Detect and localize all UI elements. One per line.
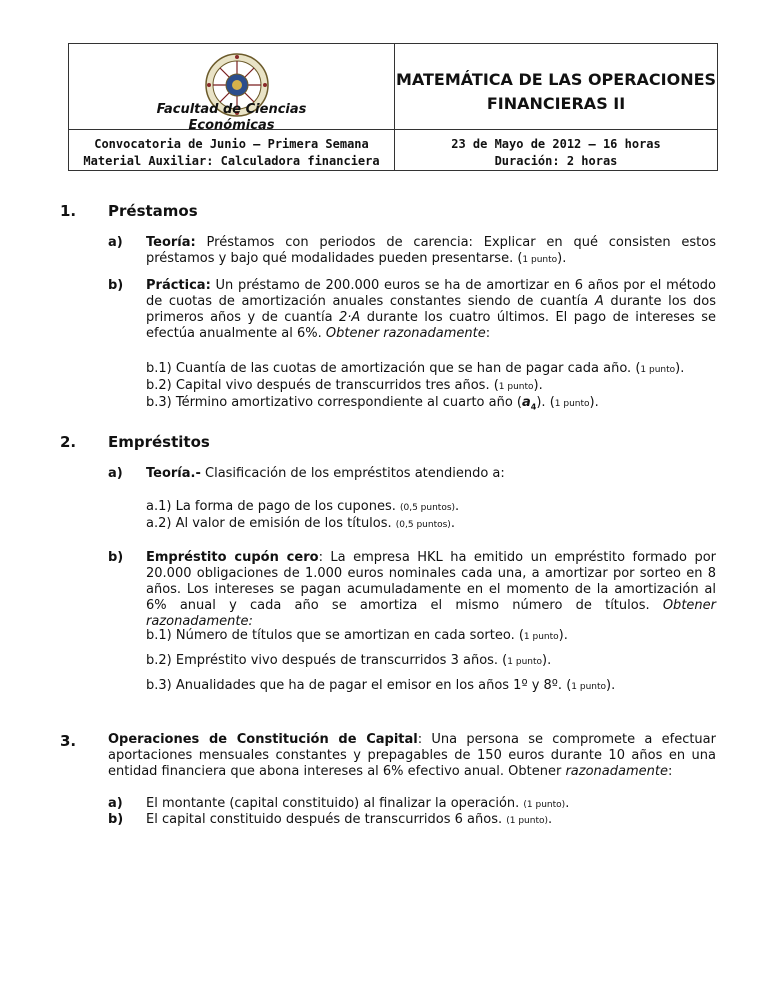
s2-a-question: Teoría.- Clasificación de los empréstitos atendiendo a: [146,466,505,481]
auxiliary-material: Material Auxiliar: Calculadora financiera [83,154,380,168]
s1-b2-item: b.2) Capital vivo después de transcurridos tres años. (1 punto). [146,378,543,393]
s1-b3-item: b.3) Término amortizativo correspondiente al cuarto año $(a_4)$. (1 punto). [146,395,599,412]
s2-b3-item: b.3) Anualidades que ha de pagar el emisor en los años 1º y 8º. (1 punto). [146,678,616,693]
s2-b-question: Empréstito cupón cero: La empresa HKL ha emitido un empréstito formado por 20.000 obligaciones de 1.000 euros nominales cada una, a amortizar por sorteo en 8 años. Los intereses se pagan acumuladamente en el momento de la amortización al 6% anual y cada año se amortiza el mismo número de títulos. Obtener razonadamente: [146,550,716,629]
faculty-line-2: Económicas [188,118,275,133]
s1-a-label: a) [108,235,123,250]
s3-a-label: a) [108,796,123,811]
faculty-name [69,102,394,134]
s3-b-item: El capital constituido después de transcurridos 6 años. (1 punto). [146,812,553,827]
s2-a2-item: a.2) Al valor de emisión de los títulos. (0,5 puntos). [146,516,455,531]
s2-a1-item: a.1) La forma de pago de los cupones. (0,5 puntos). [146,499,460,514]
s1-b-question: Práctica: Un préstamo de 200.000 euros se ha de amortizar en 6 años por el método de cuotas de amortización anuales constantes siendo de cuantía A durante los dos primeros años y de cuantía 2·A durante los cuatro últimos. El pago de intereses se efectúa anualmente al 6%. Obtener razonadamente: [146,278,716,341]
convocatoria: Convocatoria de Junio – Primera Semana [94,137,369,151]
course-title [395,68,717,116]
s2-a-label: a) [108,466,123,481]
faculty-line-1: Facultad de Ciencias [156,102,307,117]
exam-date: 23 de Mayo de 2012 – 16 horas [451,137,661,151]
course-title-line-2: FINANCIERAS II [486,94,626,113]
s2-b1-item: b.1) Número de títulos que se amortizan en cada sorteo. (1 punto). [146,628,568,643]
s1-a-question: Teoría: Préstamos con periodos de carencia: Explicar en qué consisten estos préstamos y bajo qué modalidades pueden presentarse. (1 punto). [146,235,716,266]
section-1-number: 1. [60,202,77,220]
s2-b-label: b) [108,550,124,565]
section-2-title: Empréstitos [108,433,210,451]
s2-b2-item: b.2) Empréstito vivo después de transcurridos 3 años. (1 punto). [146,653,552,668]
exam-session-info [69,136,394,170]
s1-b-label: b) [108,278,124,293]
exam-duration: Duración: 2 horas [494,154,618,168]
s1-b1-item: b.1) Cuantía de las cuotas de amortización que se han de pagar cada año. (1 punto). [146,361,685,376]
s3-question: Operaciones de Constitución de Capital: Una persona se compromete a efectuar aportaciones mensuales constantes y prepagables de 150 euros durante 10 años en una entidad financiera que abona intereses al 6% efectivo anual. Obtener razonadamente: [108,732,716,779]
section-3-number: 3. [60,732,77,750]
course-title-line-1: MATEMÁTICA DE LAS OPERACIONES [395,70,717,89]
exam-header [68,43,718,171]
s3-b-label: b) [108,812,124,827]
s3-a-item: El montante (capital constituido) al finalizar la operación. (1 punto). [146,796,570,811]
section-1-title: Préstamos [108,202,198,220]
exam-date-info [395,136,717,170]
section-2-number: 2. [60,433,77,451]
